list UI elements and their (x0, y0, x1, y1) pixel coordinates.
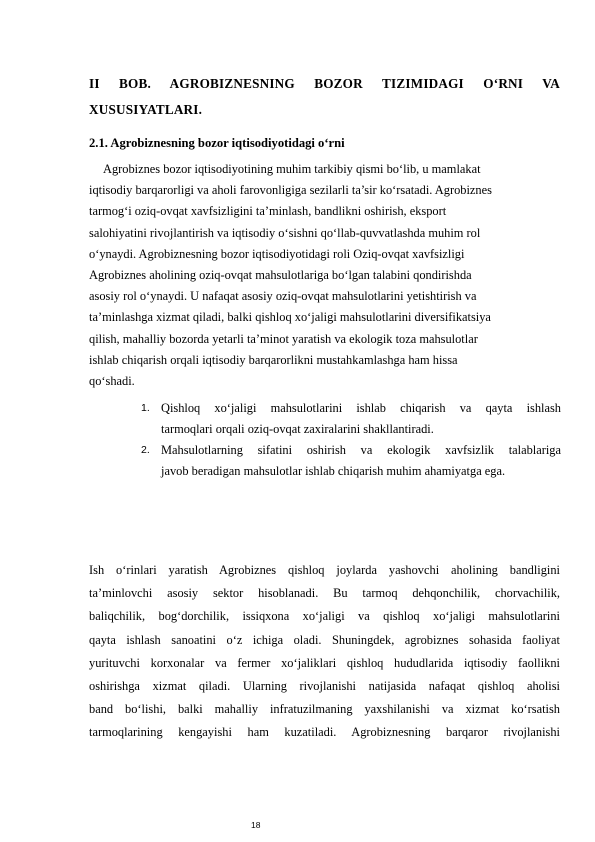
list-item-number: 1. (141, 402, 150, 414)
body-line: ta’minlovchi asosiy sektor hisoblanadi. Bu tarmoq dehqonchilik, chorvachilik, (89, 586, 560, 601)
body-line: Ish o‘rinlari yaratish Agrobiznes qishloq joylarda yashovchi aholining bandligini (89, 563, 560, 577)
body-line: oshirishga xizmat qiladi. Ularning rivojlanishi natijasida nafaqat qishloq aholisi (89, 679, 560, 694)
intro-line: tarmog‘i oziq-ovqat xavfsizligini ta’minlash, bandlikni oshirish, eksport (89, 204, 447, 219)
list-item (141, 440, 561, 482)
intro-line: ta’minlashga xizmat qiladi, balki qishloq xo‘jaligi mahsulotlarini diversifikatsiya (89, 310, 491, 325)
body-line: tarmoqlarining kengayishi ham kuzatiladi. Agrobiznesning barqaror rivojlanishi (89, 725, 560, 740)
page-number: 18 (251, 820, 261, 830)
body-line: baliqchilik, bog‘dorchilik, issiqxona xo‘jaligi va qishloq xo‘jaligi mahsulotlarini (89, 609, 560, 624)
chapter-title-line-1: II BOB. AGROBIZNESNING BOZOR TIZIMIDAGI O‘RNI VA (89, 76, 560, 91)
chapter-title (89, 71, 560, 123)
intro-line: Agrobiznes bozor iqtisodiyotining muhim tarkibiy qismi bo‘lib, u mamlakat (103, 162, 481, 176)
numbered-list (141, 398, 561, 482)
list-item-text: Mahsulotlarning sifatini oshirish va ekologik xavfsizlik talablariga (161, 443, 561, 457)
intro-line: o‘ynaydi. Agrobiznesning bozor iqtisodiyotidagi roli Oziq-ovqat xavfsizligi (89, 246, 465, 261)
intro-line: asosiy rol o‘ynaydi. U nafaqat asosiy oziq-ovqat mahsulotlarini yetishtirish va (89, 289, 477, 304)
section-title: 2.1. Agrobiznesning bozor iqtisodiyotidagi o‘rni (89, 136, 345, 150)
list-item-text: javob beradigan mahsulotlar ishlab chiqarish muhim ahamiyatga ega. (161, 464, 506, 478)
list-item (141, 398, 561, 440)
chapter-title-line-2: XUSUSIYATLARI. (89, 102, 203, 117)
body-line: band bo‘lishi, balki mahalliy infratuzilmaning yaxshilanishi va xizmat ko‘rsatish (89, 702, 560, 717)
list-item-text: tarmoqlari orqali oziq-ovqat zaxiralarini shakllantiradi. (161, 422, 434, 436)
intro-line: ishlab chiqarish orqali iqtisodiy barqarorlikni mustahkamlashga ham hissa (89, 352, 458, 367)
intro-line: qo‘shadi. (89, 374, 135, 389)
intro-line: Agrobiznes aholining oziq-ovqat mahsulotlariga bo‘lgan talabini qondirishda (89, 268, 472, 283)
body-line: qayta ishlash sanoatini o‘z ichiga oladi. Shuningdek, agrobiznes sohasida faoliyat (89, 632, 560, 647)
intro-paragraph (89, 159, 549, 392)
body-line: yurituvchi korxonalar va fermer xo‘jaliklari qishloq hududlarida iqtisodiy faollikni (89, 655, 560, 670)
intro-line: salohiyatini rivojlantirish va iqtisodiy o‘sishni qo‘llab-quvvatlashda muhim rol (89, 225, 481, 240)
list-item-text: Qishloq xo‘jaligi mahsulotlarini ishlab chiqarish va qayta ishlash (161, 401, 561, 415)
intro-line: qilish, mahalliy bozorda yetarli ta’minot yaratish va ekologik toza mahsulotlar (89, 331, 478, 346)
intro-line: iqtisodiy barqarorligi va aholi farovonligiga sezilarli ta’sir ko‘rsatadi. Agrobiznes (89, 183, 492, 198)
list-item-number: 2. (141, 444, 150, 456)
body-paragraph (89, 559, 560, 745)
